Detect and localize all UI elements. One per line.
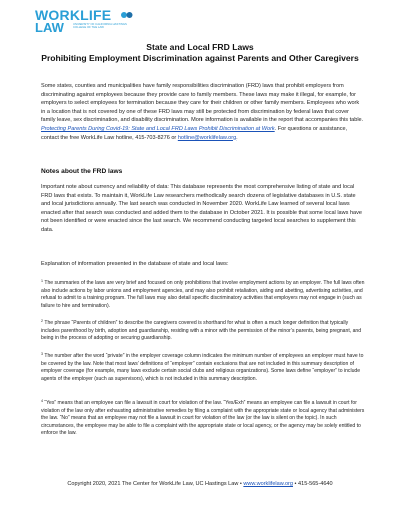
footnote-1: $^1$ The summaries of the laws are very brief and focused on only prohibitions that involve employment actions by an employer. The full laws often also include actions by labor unions and employment agencies, and may also prohibit retaliation, aiding and abetting, advertising activities, and refusal to admit to a training program. The full laws may also detail specific discriminatory activities that employers may not engage in (such as failure to hire and termination). bbox=[41, 279, 365, 309]
logo-mark-icon bbox=[121, 11, 133, 19]
footnote-4: $^4$ “Yes” means that an employee can file a lawsuit in court for violation of the law. “Yes/Exh” means an employee can file a lawsuit in court for violation of the law only after exhausting administrative remedies by filing a complaint with the appropriate state or local agency that administers the law. “No” means that an employee may not file a lawsuit in court for violation of the law (or the law is silent on the topic). In such circumstances, the employee may be able to file a complaint with the appropriate state or local agency, or the agency may be solely entitled to enforce the law. bbox=[41, 399, 365, 437]
worklife-law-logo bbox=[35, 8, 155, 38]
copyright-footer: Copyright 2020, 2021 The Center for WorkLife Law, UC Hastings Law • www.worklifelaw.org • 415-565-4640 bbox=[67, 481, 333, 487]
website-link[interactable]: www.worklifelaw.org bbox=[243, 481, 293, 487]
report-link[interactable]: Protecting Parents During Covid-19: State and Local FRD Laws Prohibit Discrimination at Work bbox=[41, 125, 275, 132]
footnote-3: $^3$ The number after the word “private” in the employer coverage column indicates the minimum number of employees an employer must have to be covered by the law. Note that most laws’ definitions of “employer” contain exclusions that are not included in this summary description of employer coverage (for example, many laws exclude certain social clubs and religious organizations). Some laws define “employer” to include agents of the employer (such as supervisors), which is not included in this summary description. bbox=[41, 352, 364, 382]
intro-text: Some states, counties and municipalities have family responsibilities discrimination (FRD) laws that prohibit employers from discriminating against employees because they provide care to family members. These laws may make it illegal, for example, for employers to select employees for termination because they care for their children or other family members. Employees who work in a location that is not covered by one of these FRD laws may still be protected from discrimination by federal laws that cover family leave, sex discrimination, and disability discrimination. More information is available in the report that accompanies this table. bbox=[41, 83, 364, 124]
explanation-heading: Explanation of information presented in the database of state and local laws: bbox=[41, 261, 229, 267]
intro-text-continued: . For questions or assistance, contact the free WorkLife Law hotline, 415-703-8276 or bbox=[41, 125, 348, 141]
logo-worklife-text: WORKLIFE bbox=[35, 7, 112, 23]
notes-paragraph: Important note about currency and reliability of data: This database represents the most comprehensive listing of state and local FRD laws that exists. To maintain it, WorkLife Law researchers methodically search dozens of legislative databases in U.S. state and local jurisdictions annually. The last search was conducted in November 2020. WorkLife Law learned of several local laws enacted after that search was conducted and added them to the database in October 2021. It is possible that some local laws have not been identified or were enacted since the last search. We recommend conducting targeted local searches to supplement this data. bbox=[41, 184, 362, 233]
document-title: State and Local FRD Laws bbox=[146, 42, 254, 52]
logo-subtitle: UNIVERSITY OF CALIFORNIA HASTINGS COLLEGE OF THE LAW bbox=[73, 22, 127, 30]
hotline-email-link[interactable]: hotline@worklifelaw.org bbox=[177, 134, 237, 141]
intro-paragraph: Some states, counties and municipalities have family responsibilities discrimination (FRD) laws that prohibit employers from discriminating against employees because they provide care to family members. These laws may make it illegal, for example, for employers to select employees for termination because they care for their children or other family members. Employees who work in a location that is not covered by one of these FRD laws may still be protected from discrimination by federal laws that cover family leave, sex discrimination, and disability discrimination. More information is available in the report that accompanies this table. Protecting Parents During Covid-19: State and Local FRD Laws Prohibit Discrimination at Work. For questions or assistance, contact the free WorkLife Law hotline, 415-703-8276 or hotline@worklifelaw.org. bbox=[41, 83, 364, 141]
logo-law-text: LAW bbox=[35, 20, 64, 35]
notes-heading: Notes about the FRD laws bbox=[41, 168, 123, 175]
document-subtitle: Prohibiting Employment Discrimination against Parents and Other Caregivers bbox=[41, 53, 359, 63]
footnote-2: $^2$ The phrase “Parents of children” to describe the caregivers covered is shorthand for what is often a much longer definition that typically includes parenthood by birth, adoption and guardianship, residing with a minor with the permission of the minor’s parents, being pregnant, and being in the process of adopting or securing guardianship. bbox=[41, 319, 362, 342]
